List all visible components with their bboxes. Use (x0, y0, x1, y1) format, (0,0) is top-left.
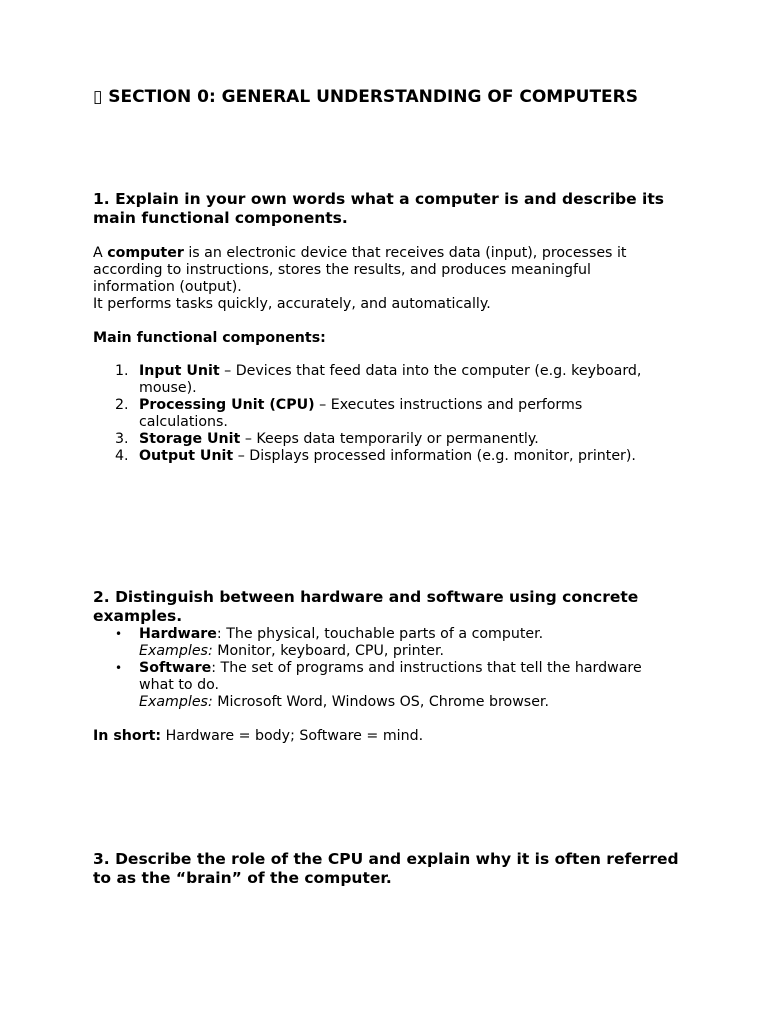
definition-paragraph (93, 245, 673, 296)
component-desc: – Devices that feed data into the computer (e.g. keyboard, mouse). (139, 363, 642, 396)
list-number: 1. (115, 363, 129, 379)
list-number: 4. (115, 448, 129, 464)
question-1-heading: 1. Explain in your own words what a computer is and describe its main functional components. (93, 190, 664, 227)
list-item (93, 626, 653, 660)
computer-definition (93, 245, 673, 313)
question-2-heading: 2. Distinguish between hardware and software using concrete examples. (93, 588, 639, 625)
hardware-software-list (93, 626, 653, 711)
section-title (93, 87, 683, 108)
list-number: 3. (115, 431, 129, 447)
components-list (93, 363, 653, 465)
list-item (93, 397, 653, 431)
list-item (93, 448, 653, 465)
component-term: Storage Unit (139, 431, 241, 447)
bullet-icon: • (115, 627, 123, 641)
in-short-text: Hardware = body; Software = mind. (161, 728, 424, 744)
item-desc: : The physical, touchable parts of a computer. (216, 626, 544, 642)
component-desc: – Displays processed information (e.g. monitor, printer). (233, 448, 636, 464)
question-3-heading: 3. Describe the role of the CPU and explain why it is often referred to as the “brain” of the computer. (93, 850, 679, 887)
bullet-icon: • (115, 661, 123, 675)
examples-text: Microsoft Word, Windows OS, Chrome browser. (212, 694, 549, 710)
component-desc: – Executes instructions and performs calculations. (139, 397, 583, 430)
component-term: Output Unit (139, 448, 234, 464)
list-item (93, 363, 653, 397)
components-label: Main functional components: (93, 330, 326, 346)
item-desc: : The set of programs and instructions that tell the hardware what to do. (139, 660, 642, 693)
list-item (93, 431, 653, 448)
list-number: 2. (115, 397, 129, 413)
component-term: Input Unit (139, 363, 220, 379)
definition-rest: is an electronic device that receives data (input), processes it according to instructions, stores the results, and produces meaningful information (output). (93, 245, 627, 295)
definition-line-2: It performs tasks quickly, accurately, and automatically. (93, 296, 491, 312)
list-item (93, 660, 653, 711)
definition-prefix: A (93, 245, 108, 261)
item-term: Software (139, 660, 212, 676)
in-short-label: In short: (93, 728, 162, 744)
examples-text: Monitor, keyboard, CPU, printer. (212, 643, 444, 659)
section-title-text: SECTION 0: GENERAL UNDERSTANDING OF COMPUTERS (108, 87, 639, 107)
in-short-summary (93, 728, 423, 745)
component-term: Processing Unit (CPU) (139, 397, 315, 413)
examples-label: Examples: (139, 643, 213, 659)
item-term: Hardware (139, 626, 217, 642)
document-page (93, 87, 683, 887)
definition-term: computer (107, 245, 184, 261)
component-desc: – Keeps data temporarily or permanently. (240, 431, 539, 447)
examples-label: Examples: (139, 694, 213, 710)
section-icon: ▯ (93, 87, 103, 107)
